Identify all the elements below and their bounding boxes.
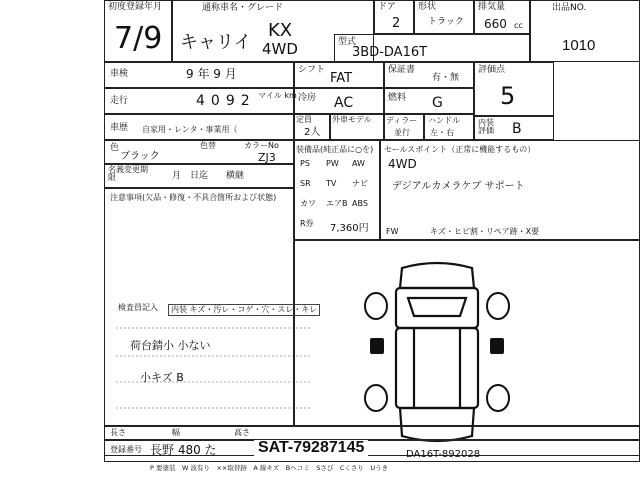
equipment-item: AW bbox=[352, 159, 365, 168]
fw-label: FW bbox=[386, 227, 399, 236]
fuel-label: 燃料 bbox=[388, 93, 407, 103]
history-label: 車歴 bbox=[110, 123, 129, 133]
handle-options: 左・右 bbox=[430, 128, 454, 137]
car-diagram bbox=[362, 258, 512, 448]
equipment-title: 装備品(純正品に○を) bbox=[296, 145, 374, 154]
color-label: 色 bbox=[110, 143, 120, 153]
displacement-label: 排気量 bbox=[478, 2, 506, 12]
first-reg-value: 7/9 bbox=[114, 21, 163, 56]
footer-legend: P 要塗装 W 波有り ××取替跡 A 線キズ Bヘコミ Sさび Cくさり Uうき bbox=[150, 464, 389, 472]
type-label: 型式 bbox=[338, 37, 357, 47]
shape-value: トラック bbox=[428, 17, 464, 27]
score-label: 評価点 bbox=[478, 65, 506, 75]
interior-value: B bbox=[512, 121, 522, 137]
note-2: 小キズ B bbox=[140, 371, 184, 384]
equipment-item: ABS bbox=[352, 199, 368, 208]
doors-label: ドア bbox=[378, 2, 396, 12]
recycle-value: 7,360円 bbox=[330, 223, 369, 234]
name-change-value: 月 日迄 bbox=[172, 171, 209, 181]
dims-row bbox=[104, 426, 640, 440]
note-1: 荷台錆小 小ない bbox=[130, 339, 211, 352]
diagram-legend-top: キズ・ヒビ割・リペア跡・X要 bbox=[430, 227, 540, 236]
sat-watermark: SAT-79287145 bbox=[254, 440, 368, 456]
capacity-value: 2人 bbox=[304, 127, 321, 138]
fuel-value: G bbox=[432, 95, 443, 111]
ac-label: 冷房 bbox=[298, 93, 317, 103]
equipment-item: ナビ bbox=[352, 179, 368, 188]
width-label: 幅 bbox=[172, 428, 180, 437]
chassis-value: DA16T-892028 bbox=[406, 449, 481, 460]
reg-value: 長野 480 た bbox=[150, 443, 217, 457]
height-label: 高さ bbox=[234, 428, 250, 437]
model-label: 通称車名・グレード bbox=[202, 3, 284, 13]
equipment-item: PW bbox=[326, 159, 339, 168]
import-label: 外車モデル bbox=[332, 115, 372, 124]
model-name: キャリイ bbox=[180, 32, 252, 53]
inspector-label: 検査員記入 bbox=[118, 303, 158, 312]
displacement-unit: cc bbox=[514, 21, 523, 30]
color-no-value: ZJ3 bbox=[258, 151, 276, 164]
equipment-item: カワ bbox=[300, 199, 316, 208]
transport-label: 横継 bbox=[226, 171, 245, 181]
equipment-item: PS bbox=[300, 159, 310, 168]
dealer-label: ディラー bbox=[386, 116, 418, 125]
sales-point-1: 4WD bbox=[388, 157, 417, 171]
sales-point-2: デジアルカメラケブ サポート bbox=[392, 181, 525, 192]
equipment-item: エアB bbox=[326, 199, 348, 208]
lot-label: 出品NO. bbox=[552, 3, 587, 13]
shift-value: FAT bbox=[330, 71, 353, 86]
mileage-label: 走行 bbox=[110, 96, 129, 106]
warranty-label: 保証書 bbox=[388, 65, 416, 75]
shape-label: 形状 bbox=[418, 2, 437, 12]
dealer-value: 並行 bbox=[394, 128, 410, 137]
doors-value: 2 bbox=[392, 16, 401, 31]
warranty-options: 有・無 bbox=[432, 73, 460, 83]
equipment-item: SR bbox=[300, 179, 311, 188]
displacement-value: 660 bbox=[484, 17, 507, 31]
inspection-label: 車検 bbox=[110, 69, 129, 79]
handle-label: ハンドル bbox=[428, 116, 460, 125]
lot-value: 1010 bbox=[562, 37, 596, 54]
color-no-label: カラーNo bbox=[244, 141, 279, 150]
interior-label: 内装評価 bbox=[478, 118, 494, 135]
mileage-unit: マイル km bbox=[258, 91, 297, 100]
notes-title: 注意事項(欠品・修復・不具合箇所および状態) bbox=[110, 193, 277, 202]
shift-label: シフト bbox=[298, 65, 326, 75]
inspection-value: 9 年 9 月 bbox=[186, 67, 237, 81]
length-label: 長さ bbox=[110, 428, 126, 437]
drive: 4WD bbox=[262, 40, 298, 58]
history-options: 自家用・レンタ・事業用（ bbox=[142, 125, 238, 134]
color-value: ブラック bbox=[120, 151, 160, 162]
color-change-label: 色替 bbox=[200, 141, 216, 150]
type-value: 3BD-DA16T bbox=[352, 45, 428, 60]
capacity-label: 定員 bbox=[296, 115, 312, 124]
mileage-value: 4092 bbox=[196, 93, 256, 109]
equipment-item: TV bbox=[326, 179, 337, 188]
reg-label: 登録番号 bbox=[110, 445, 142, 454]
equipment-item: R券 bbox=[300, 219, 314, 228]
sales-title: セールスポイント（正常に機能するもの） bbox=[384, 145, 536, 154]
name-change-label: 名義変更期限 bbox=[108, 165, 148, 182]
grade: KX bbox=[268, 20, 293, 41]
first-reg-label: 初度登録年月 bbox=[108, 2, 163, 12]
ac-value: AC bbox=[334, 95, 354, 111]
score-value: 5 bbox=[500, 82, 516, 110]
inspector-options: 内装 キズ・汚レ・コゲ・穴・スレ・キレ bbox=[168, 304, 320, 316]
